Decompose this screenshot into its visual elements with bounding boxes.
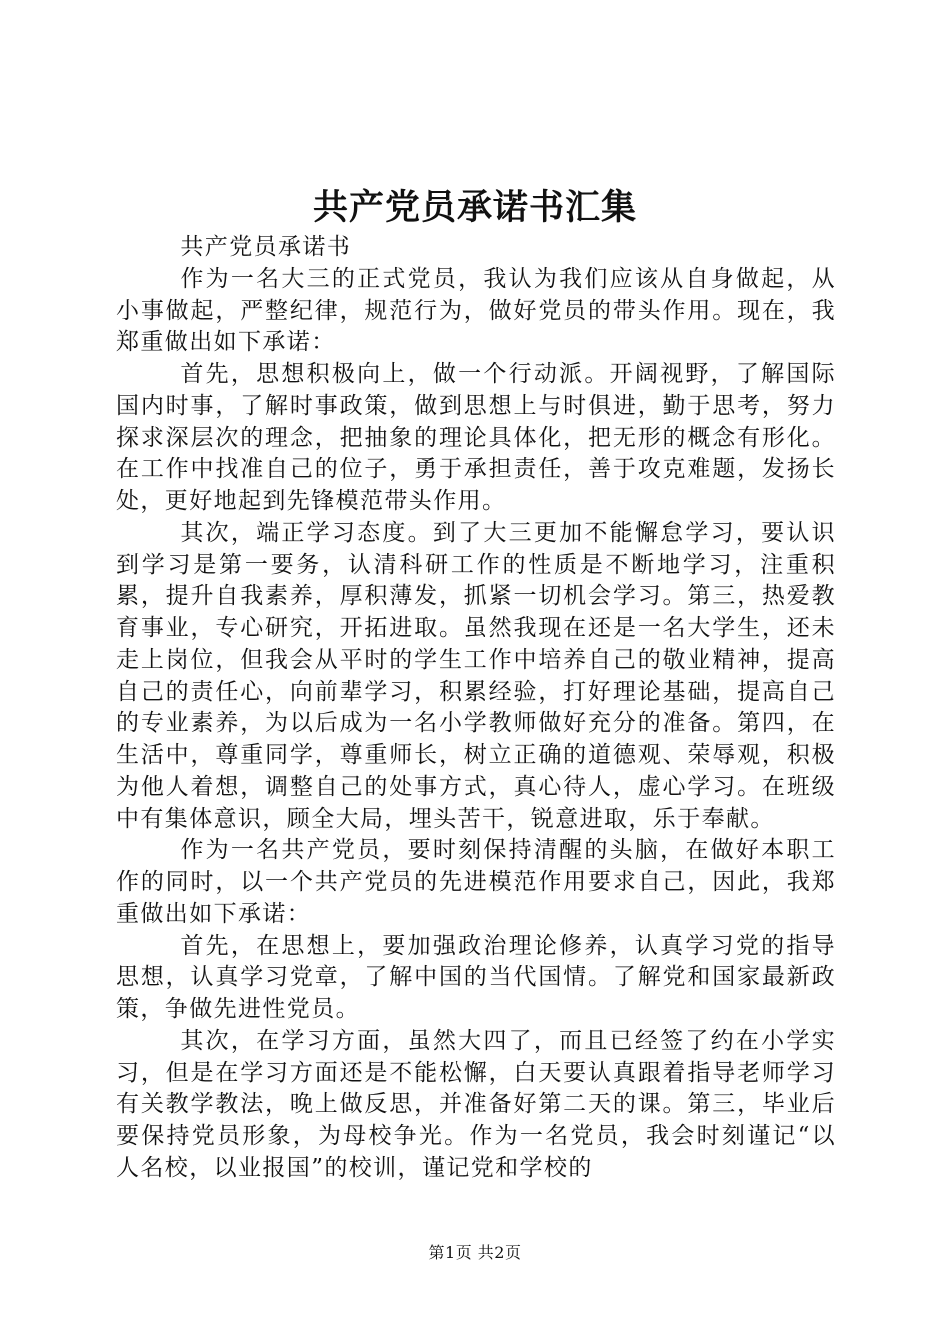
paragraph: 首先，思想积极向上，做一个行动派。开阔视野，了解国际国内时事，了解时事政策，做到思想上与时俱进，勤于思考，努力探求深层次的理念，把抽象的理论具体化，把无形的概念有形化。在工作中找准自己的位子，勇于承担责任，善于攻克难题，发扬长处，更好地起到先锋模范带头作用。 [116, 361, 836, 514]
paragraph-heading: 共产党员承诺书 [180, 234, 352, 260]
paragraph: 其次，在学习方面，虽然大四了，而且已经签了约在小学实习，但是在学习方面还是不能松懈，白天要认真跟着指导老师学习有关教学教法，晚上做反思，并准备好第二天的课。第三，毕业后要保持党员形象，为母校争光。作为一名党员，我会时刻谨记“以人名校，以业报国”的校训，谨记党和学校的 [116, 1027, 836, 1181]
paragraph: 其次，端正学习态度。到了大三更加不能懈怠学习，要认识到学习是第一要务，认清科研工作的性质是不断地学习，注重积累，提升自我素养，厚积薄发，抓紧一切机会学习。第三，热爱教育事业，专心研究，开拓进取。虽然我现在还是一名大学生，还未走上岗位，但我会从平时的学生工作中培养自己的敬业精神，提高自己的责任心，向前辈学习，积累经验，打好理论基础，提高自己的专业素养，为以后成为一名小学教师做好充分的准备。第四，在生活中，尊重同学，尊重师长，树立正确的道德观、荣辱观，积极为他人着想，调整自己的处事方式，真心待人，虚心学习。在班级中有集体意识，顾全大局，埋头苦干，锐意进取，乐于奉献。 [116, 519, 836, 832]
document-title: 共产党员承诺书汇集 [312, 187, 637, 228]
paragraph: 首先，在思想上，要加强政治理论修养，认真学习党的指导思想，认真学习党章，了解中国的当代国情。了解党和国家最新政策，争做先进性党员。 [116, 932, 836, 1022]
paragraph: 作为一名共产党员，要时刻保持清醒的头脑，在做好本职工作的同时，以一个共产党员的先进模范作用要求自己，因此，我郑重做出如下承诺： [116, 837, 836, 927]
page-number-footer: 第1页 共2页 [428, 1243, 522, 1262]
document-body [116, 232, 836, 1185]
paragraph: 作为一名大三的正式党员，我认为我们应该从自身做起，从小事做起，严整纪律，规范行为，做好党员的带头作用。现在，我郑重做出如下承诺： [116, 265, 836, 356]
